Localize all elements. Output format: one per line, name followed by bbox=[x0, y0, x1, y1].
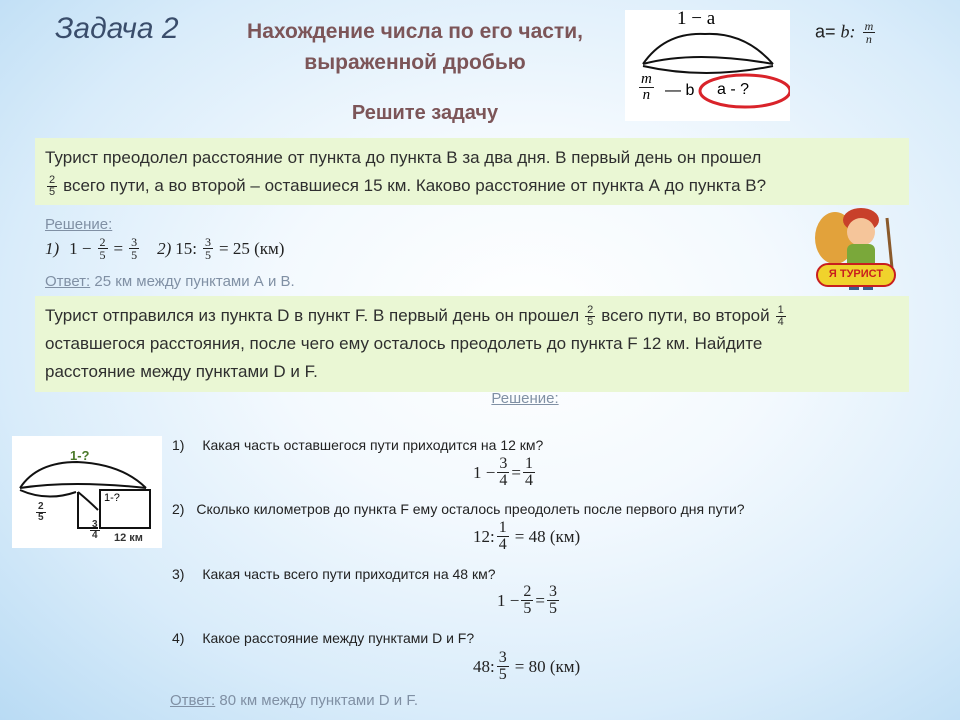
diagram-top-label: 1 − a bbox=[677, 8, 716, 29]
problem-1 bbox=[35, 138, 909, 205]
solution-2-step-2-frac-den: 4 bbox=[498, 536, 507, 553]
solution-1-step-1-equals: = bbox=[113, 238, 124, 258]
formula-b: b: bbox=[840, 21, 856, 42]
solution-2-step-2-result: = 48 (км) bbox=[514, 526, 581, 546]
problem-1-frac-num: 2 bbox=[49, 173, 56, 186]
solution-2-step-2-pre: 12: bbox=[473, 526, 495, 546]
solution-2-step-3-frac-2-den: 5 bbox=[548, 600, 557, 617]
solution-2-step-4-number: 4) bbox=[172, 630, 185, 646]
diagram-arc-graphic bbox=[625, 10, 790, 121]
solution-1-step-2-pre: 15: bbox=[175, 238, 198, 258]
answer-1 bbox=[45, 273, 295, 290]
solution-1-step-1-frac-1-den: 5 bbox=[99, 248, 106, 262]
solution-1-step-1-frac-2-num: 3 bbox=[131, 235, 138, 249]
solution-2-step-1-equals: = bbox=[511, 462, 521, 482]
solution-2-step-4-text: Какое расстояние между пунктами D и F? bbox=[202, 630, 475, 646]
solution-2-step-4-pre: 48: bbox=[473, 656, 495, 676]
solution-1-step-2-result: = 25 (км) bbox=[219, 238, 285, 258]
solution-2-diagram-frac-1-den: 5 bbox=[38, 512, 44, 523]
solution-1-step-2-number: 2) bbox=[157, 238, 172, 258]
solution-1-step-1-frac-1-num: 2 bbox=[99, 235, 106, 249]
solution-2-step-4-frac-num: 3 bbox=[498, 649, 507, 666]
formula-prefix: a= bbox=[815, 21, 836, 42]
topic-title bbox=[225, 16, 605, 78]
solution-2-step-4-result: = 80 (км) bbox=[514, 656, 581, 676]
problem-2 bbox=[35, 296, 909, 392]
solution-2-step-1-question bbox=[172, 437, 543, 453]
solution-1-label: Решение: bbox=[45, 216, 113, 233]
answer-2-text: 80 км между пунктами D и F. bbox=[215, 692, 418, 709]
answer-2 bbox=[170, 692, 418, 709]
solution-1-steps bbox=[45, 236, 284, 261]
solution-2-step-1-pre: 1 − bbox=[473, 462, 496, 482]
topic-line-1: Нахождение числа по его части, bbox=[247, 20, 583, 43]
solution-2-step-1-frac-2-den: 4 bbox=[524, 472, 533, 489]
topic-line-2: выраженной дробью bbox=[304, 51, 526, 74]
solution-2-diagram bbox=[12, 436, 162, 548]
answer-1-text: 25 км между пунктами А и В. bbox=[90, 273, 295, 290]
diagram-frac-den: n bbox=[642, 87, 651, 103]
solution-2-diagram-km-label: 12 км bbox=[114, 532, 143, 544]
problem-2-frac-1-den: 5 bbox=[587, 315, 594, 328]
problem-2-line-1a: Турист отправился из пункта D в пункт F. В первый день он прошел bbox=[45, 306, 580, 325]
solution-2-step-3-equals: = bbox=[535, 590, 545, 610]
tourist-figure bbox=[803, 198, 908, 296]
solution-2-step-1-equation bbox=[473, 456, 537, 489]
problem-1-line-1: Турист преодолел расстояние от пункта до пункта В за два дня. В первый день он прошел bbox=[45, 148, 762, 167]
solution-2-diagram-top-label: 1-? bbox=[70, 448, 90, 463]
solution-2-step-2-question bbox=[172, 501, 745, 517]
solution-2-step-1-frac-1-den: 4 bbox=[499, 472, 508, 489]
task-title: Задача 2 bbox=[55, 12, 179, 45]
tourist-illustration bbox=[803, 198, 908, 296]
solution-2-step-3-equation bbox=[497, 584, 561, 617]
solution-2-diagram-inner-label: 1-? bbox=[104, 492, 120, 504]
solution-2-diagram-frac-2-num: 3 bbox=[92, 519, 98, 530]
diagram-b-label: — b bbox=[665, 82, 695, 99]
solution-1-step-1-frac-2-den: 5 bbox=[131, 248, 138, 262]
solution-2-step-3-frac-1-num: 2 bbox=[523, 583, 532, 600]
problem-1-frac-den: 5 bbox=[49, 185, 56, 198]
solution-2-step-2-text: Сколько километров до пункта F ему осталось преодолеть после первого дня пути? bbox=[196, 501, 745, 517]
problem-2-frac-2-num: 1 bbox=[777, 303, 784, 316]
diagram-frac-num: m bbox=[641, 71, 652, 87]
solution-2-step-3-frac-1-den: 5 bbox=[523, 600, 532, 617]
formula-num: m bbox=[864, 19, 874, 33]
solution-2-step-4-equation bbox=[473, 650, 580, 683]
answer-2-label: Ответ: bbox=[170, 692, 216, 709]
solution-1-step-2-frac-den: 5 bbox=[205, 248, 212, 262]
solution-2-diagram-frac-2-den: 4 bbox=[92, 530, 98, 541]
general-diagram bbox=[625, 10, 790, 121]
solution-2-step-3-text: Какая часть всего пути приходится на 48 км? bbox=[202, 566, 496, 582]
solution-2-step-3-frac-2-num: 3 bbox=[548, 583, 557, 600]
solution-2-step-2-number: 2) bbox=[172, 501, 185, 517]
solution-1-step-1-one: 1 − bbox=[69, 238, 92, 258]
formula-den: n bbox=[865, 32, 872, 46]
solution-1-step-1-number: 1) bbox=[45, 238, 60, 258]
problem-2-line-2: оставшегося расстояния, после чего ему осталось преодолеть до пункта F 12 км. Найдите bbox=[45, 334, 763, 353]
solution-2-step-1-frac-2-num: 1 bbox=[524, 455, 533, 472]
problem-1-line-2: всего пути, а во второй – оставшиеся 15 км. Каково расстояние от пункта А до пункта В? bbox=[63, 176, 767, 195]
tourist-badge: Я ТУРИСТ bbox=[828, 268, 884, 280]
diagram-fraction bbox=[637, 72, 656, 103]
solution-2-label: Решение: bbox=[491, 390, 559, 407]
solution-2-step-1-frac-1-num: 3 bbox=[499, 455, 508, 472]
diagram-target-label: a - ? bbox=[717, 81, 750, 98]
general-formula bbox=[815, 20, 877, 45]
solution-2-step-2-frac-num: 1 bbox=[498, 519, 507, 536]
problem-2-frac-2-den: 4 bbox=[777, 315, 784, 328]
solution-2-step-1-text: Какая часть оставшегося пути приходится на 12 км? bbox=[202, 437, 544, 453]
answer-1-label: Ответ: bbox=[45, 273, 91, 290]
solution-1-step-2-frac-num: 3 bbox=[205, 235, 212, 249]
solution-2-step-2-equation bbox=[473, 520, 580, 553]
problem-2-line-1b: всего пути, во второй bbox=[601, 306, 770, 325]
solution-2-step-4-frac-den: 5 bbox=[498, 666, 507, 683]
solution-2-step-3-number: 3) bbox=[172, 566, 185, 582]
solution-2-diagram-frac-1-num: 2 bbox=[38, 501, 44, 512]
problem-2-frac-1-num: 2 bbox=[587, 303, 594, 316]
solution-2-step-3-pre: 1 − bbox=[497, 590, 520, 610]
problem-2-line-3: расстояние между пунктами D и F. bbox=[45, 362, 318, 381]
solution-2-step-1-number: 1) bbox=[172, 437, 185, 453]
solution-2-step-3-question bbox=[172, 566, 496, 582]
solution-2-step-4-question bbox=[172, 630, 474, 646]
solve-heading: Решите задачу bbox=[351, 102, 499, 124]
